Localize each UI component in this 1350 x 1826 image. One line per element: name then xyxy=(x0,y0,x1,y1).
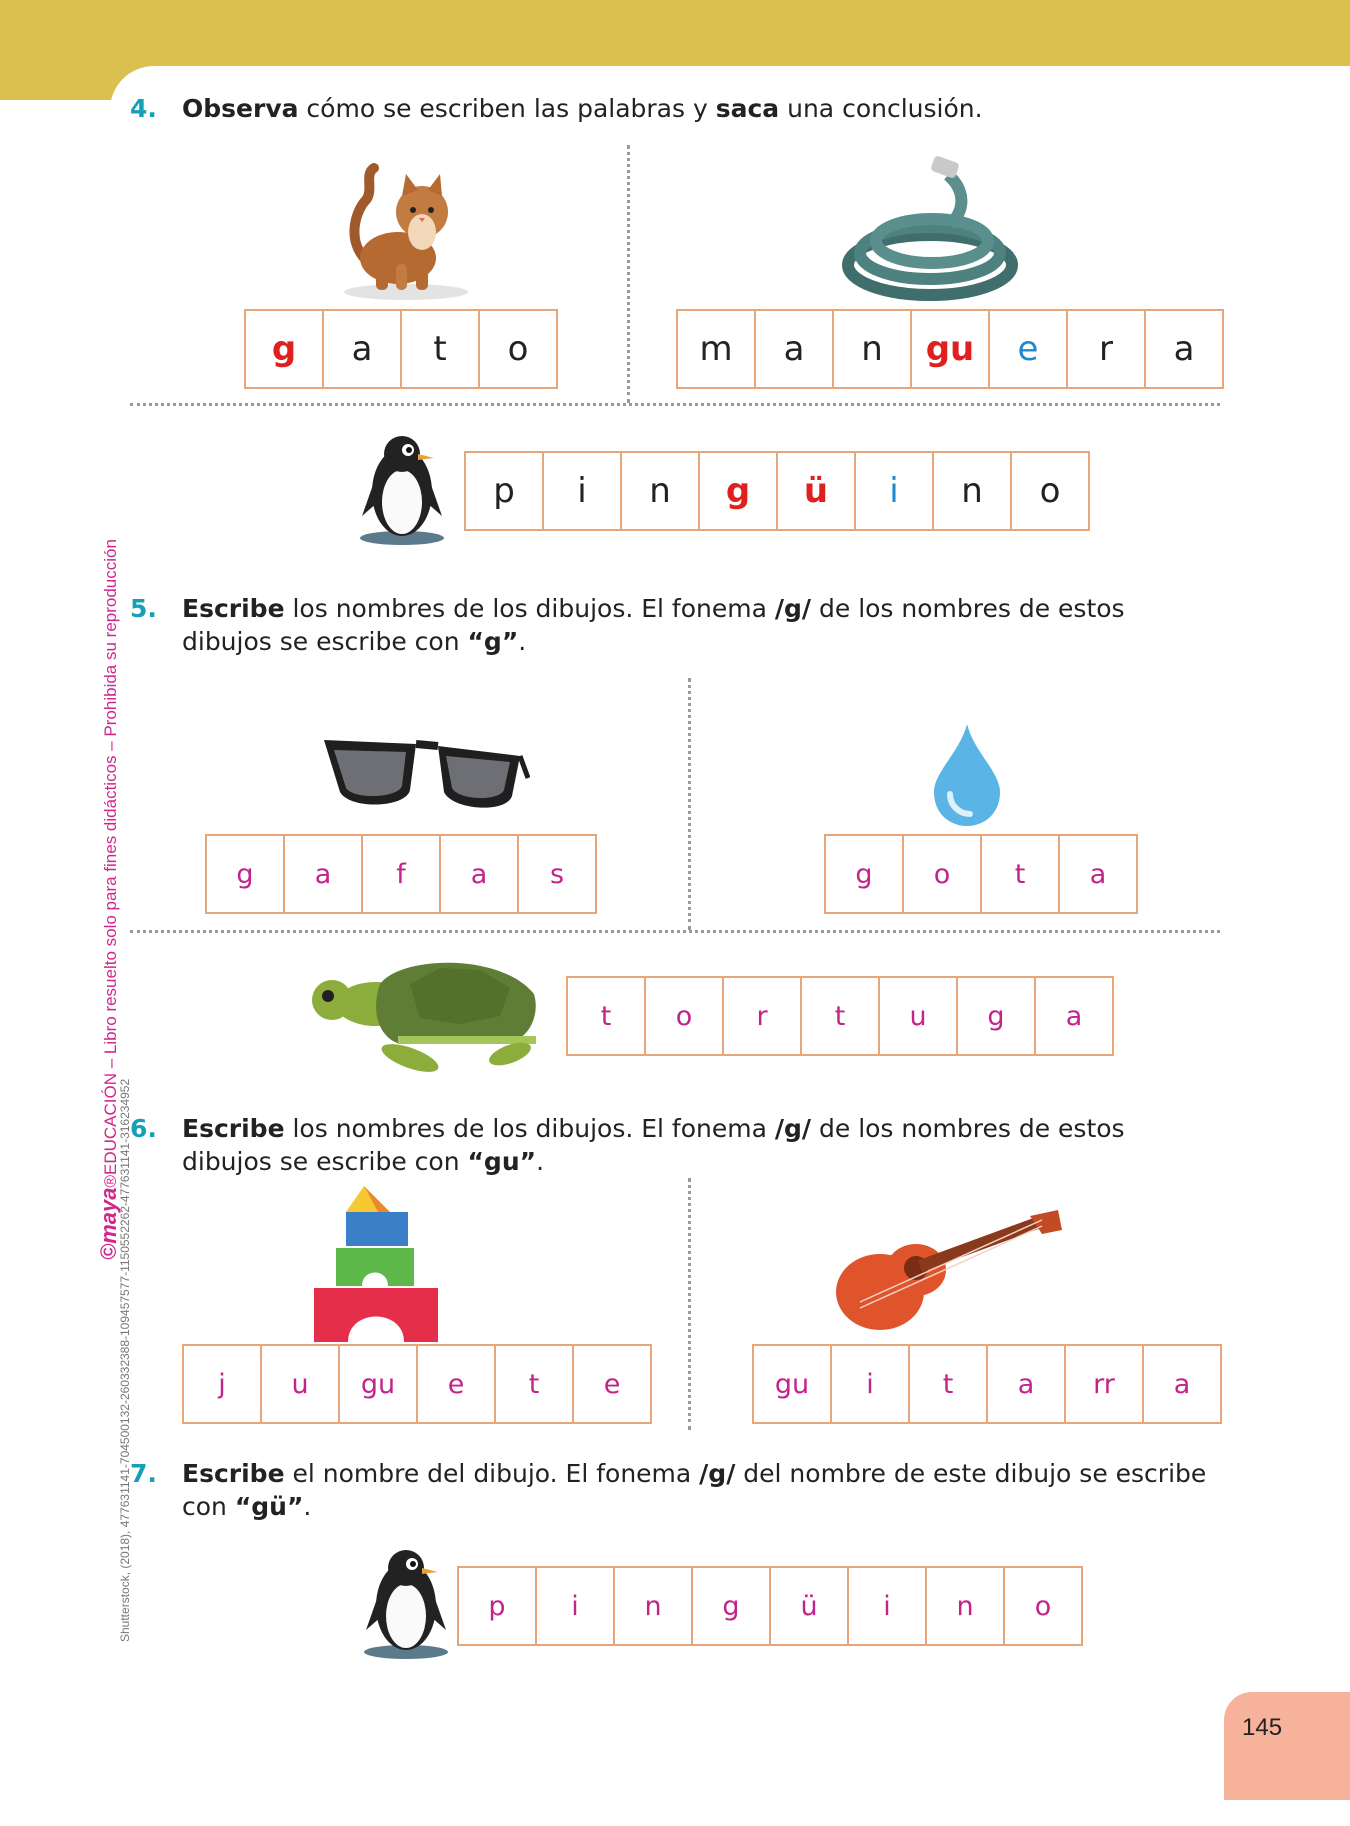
answer-box[interactable]: o xyxy=(902,834,982,914)
divider-vertical xyxy=(688,678,691,930)
letter-box: i xyxy=(542,451,622,531)
answer-box[interactable]: rr xyxy=(1064,1344,1144,1424)
answer-box[interactable]: u xyxy=(878,976,958,1056)
answer-box[interactable]: i xyxy=(830,1344,910,1424)
letter-box: g xyxy=(698,451,778,531)
question-text: Escribe los nombres de los dibujos. El fonema /g/ de los nombres de estos dibujos se escribe con “g”. xyxy=(182,594,1125,656)
letter-box: n xyxy=(932,451,1012,531)
answer-box[interactable]: t xyxy=(980,834,1060,914)
side-credits: Shutterstock, (2018), 477631141-704500132-260332388-109457577-1150552262-477631141-316234952 xyxy=(118,1078,132,1642)
answer-box[interactable]: f xyxy=(361,834,441,914)
letter-box: gu xyxy=(910,309,990,389)
answer-box[interactable]: gu xyxy=(338,1344,418,1424)
answer-gafas xyxy=(205,834,597,914)
letter-box: p xyxy=(464,451,544,531)
answer-box[interactable]: a xyxy=(986,1344,1066,1424)
answer-box[interactable]: r xyxy=(722,976,802,1056)
answer-box[interactable]: g xyxy=(691,1566,771,1646)
answer-box[interactable]: i xyxy=(535,1566,615,1646)
letter-box: o xyxy=(478,309,558,389)
letter-box: a xyxy=(322,309,402,389)
turtle-illustration xyxy=(310,954,550,1080)
letter-box: ü xyxy=(776,451,856,531)
answer-box[interactable]: t xyxy=(494,1344,574,1424)
sunglasses-illustration xyxy=(320,730,530,826)
question-text: Escribe el nombre del dibujo. El fonema /g/ del nombre de este dibujo se escribe con “gü”. xyxy=(182,1459,1207,1521)
answer-box[interactable]: g xyxy=(956,976,1036,1056)
answer-box[interactable]: n xyxy=(925,1566,1005,1646)
answer-box[interactable]: e xyxy=(416,1344,496,1424)
guitar-illustration xyxy=(830,1208,1070,1336)
question-number: 4. xyxy=(130,94,157,123)
answer-box[interactable]: a xyxy=(1058,834,1138,914)
question-text: Escribe los nombres de los dibujos. El fonema /g/ de los nombres de estos dibujos se escribe con “gu”. xyxy=(182,1114,1125,1176)
penguin-illustration xyxy=(358,432,448,546)
page-number-tab xyxy=(1224,1692,1350,1800)
toy-blocks-illustration xyxy=(312,1184,440,1342)
answer-box[interactable]: ü xyxy=(769,1566,849,1646)
answer-box[interactable]: a xyxy=(283,834,363,914)
answer-box[interactable]: n xyxy=(613,1566,693,1646)
divider-horizontal xyxy=(130,930,1220,933)
letter-box: n xyxy=(832,309,912,389)
answer-box[interactable]: o xyxy=(644,976,724,1056)
answer-juguete xyxy=(182,1344,652,1424)
question-number: 5. xyxy=(130,594,157,623)
page-number: 145 xyxy=(1242,1714,1283,1741)
answer-box[interactable]: t xyxy=(908,1344,988,1424)
answer-box[interactable]: i xyxy=(847,1566,927,1646)
letter-box: g xyxy=(244,309,324,389)
letter-box: o xyxy=(1010,451,1090,531)
answer-box[interactable]: e xyxy=(572,1344,652,1424)
word-manguera xyxy=(676,309,1224,389)
letter-box: r xyxy=(1066,309,1146,389)
answer-box[interactable]: j xyxy=(182,1344,262,1424)
side-copyright-text: ®EDUCACIÓN – Libro resuelto solo para fines didácticos – Prohibida su reproducción xyxy=(101,539,120,1188)
letter-box: e xyxy=(988,309,1068,389)
answer-guitarra xyxy=(752,1344,1222,1424)
question-number: 6. xyxy=(130,1114,157,1143)
answer-box[interactable]: t xyxy=(566,976,646,1056)
word-gato xyxy=(244,309,558,389)
letter-box: m xyxy=(676,309,756,389)
answer-box[interactable]: a xyxy=(1034,976,1114,1056)
answer-box[interactable]: g xyxy=(824,834,904,914)
letter-box: a xyxy=(1144,309,1224,389)
hose-illustration xyxy=(840,155,1020,305)
letter-box: n xyxy=(620,451,700,531)
answer-box[interactable]: u xyxy=(260,1344,340,1424)
answer-box[interactable]: s xyxy=(517,834,597,914)
answer-pinguino xyxy=(457,1566,1083,1646)
letter-box: i xyxy=(854,451,934,531)
penguin-illustration xyxy=(362,1546,452,1660)
answer-box[interactable]: gu xyxy=(752,1344,832,1424)
water-drop-illustration xyxy=(930,722,1004,828)
answer-box[interactable]: p xyxy=(457,1566,537,1646)
divider-vertical xyxy=(627,145,630,403)
letter-box: a xyxy=(754,309,834,389)
question-text: Observa cómo se escriben las palabras y saca una conclusión. xyxy=(182,94,983,123)
letter-box: t xyxy=(400,309,480,389)
cat-illustration xyxy=(336,160,476,300)
answer-box[interactable]: g xyxy=(205,834,285,914)
divider-horizontal xyxy=(130,403,1220,406)
maya-logo: ©maya xyxy=(96,1187,121,1260)
answer-tortuga xyxy=(566,976,1114,1056)
word-pinguino xyxy=(464,451,1090,531)
answer-box[interactable]: o xyxy=(1003,1566,1083,1646)
answer-gota xyxy=(824,834,1138,914)
question-number: 7. xyxy=(130,1459,157,1488)
answer-box[interactable]: a xyxy=(439,834,519,914)
answer-box[interactable]: a xyxy=(1142,1344,1222,1424)
answer-box[interactable]: t xyxy=(800,976,880,1056)
divider-vertical xyxy=(688,1178,691,1430)
